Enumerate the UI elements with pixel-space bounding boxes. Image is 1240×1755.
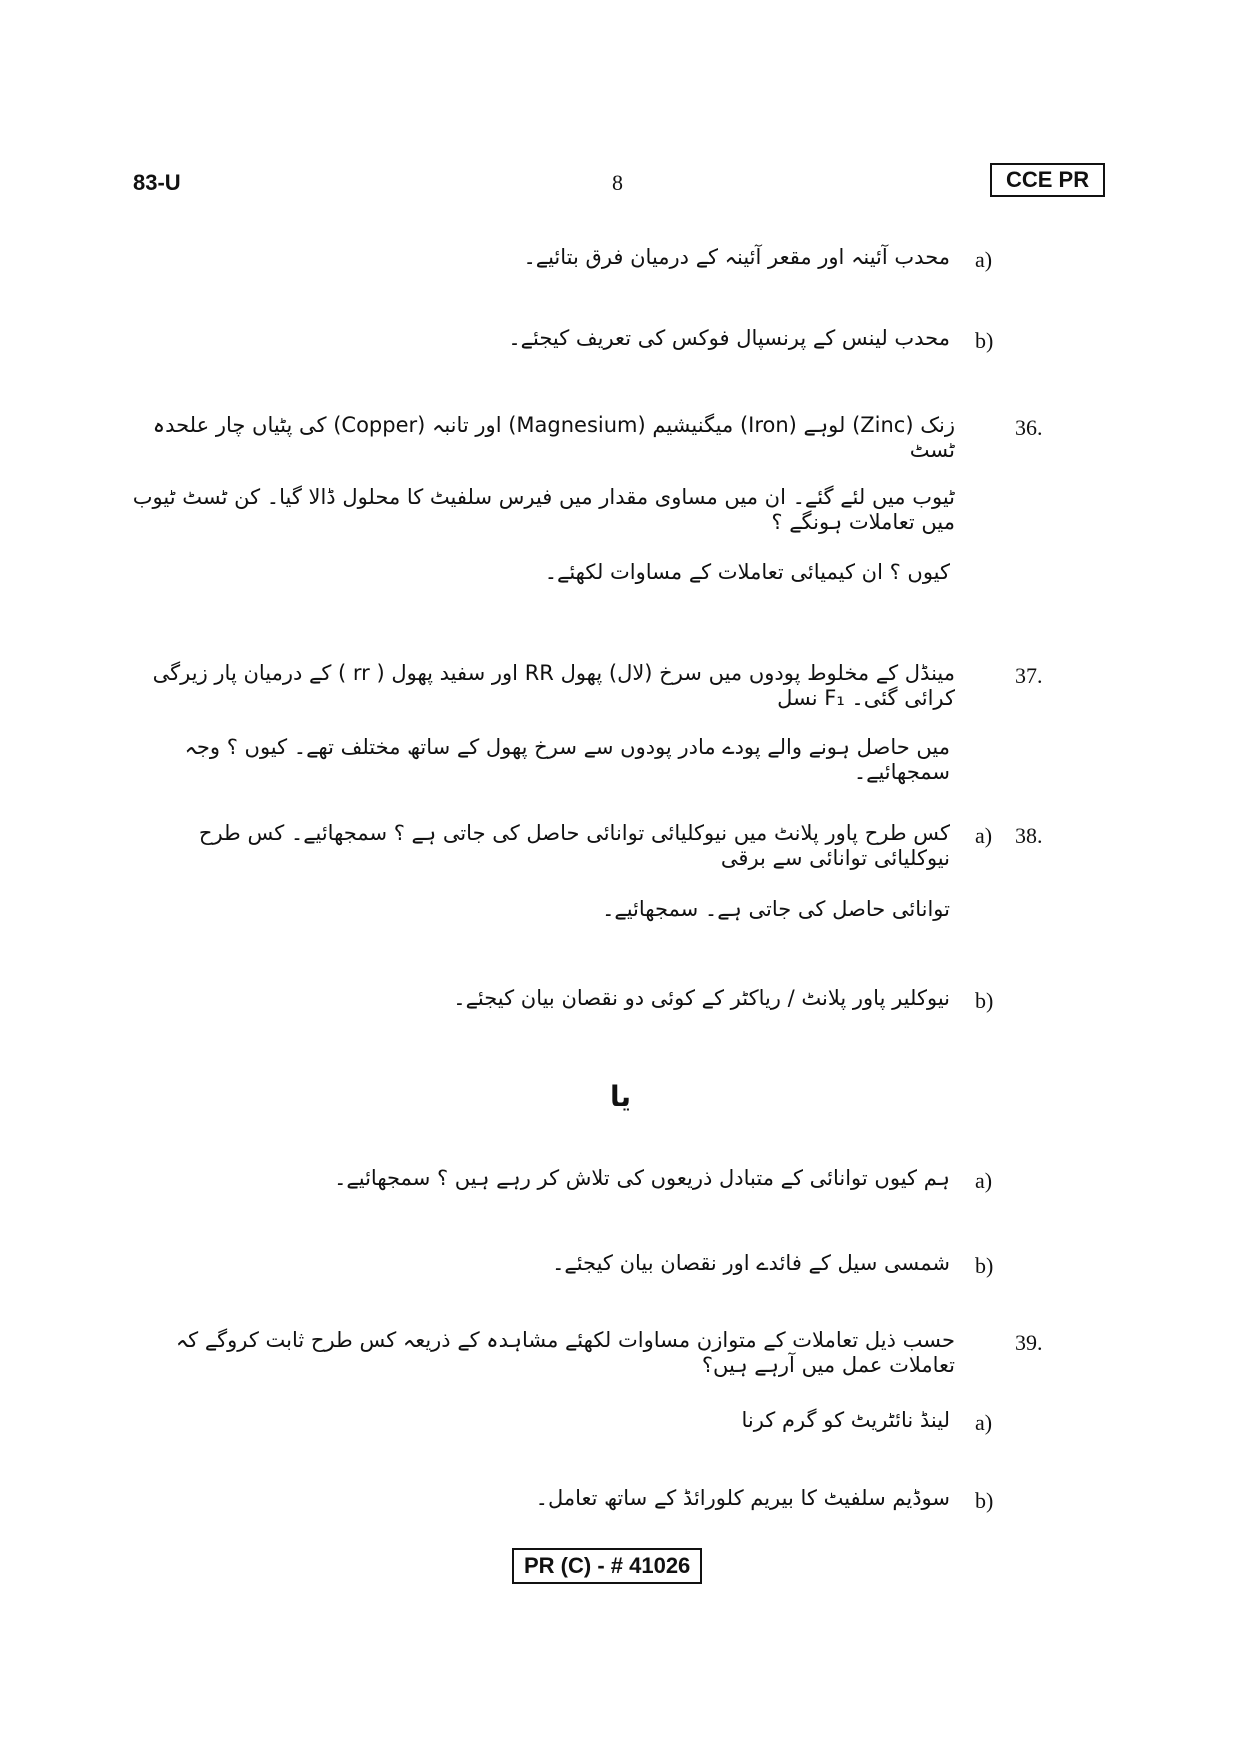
q38-a-line-2: توانائی حاصل کی جاتی ہے۔ سمجھائیے۔ bbox=[602, 897, 950, 921]
footer-code-box: PR (C) - # 41026 bbox=[512, 1548, 702, 1584]
sub-label-a: a) bbox=[975, 1168, 993, 1193]
q38-alt-a-text: ہم کیوں توانائی کے متبادل ذریعوں کی تلاش کر رہے ہیں ؟ سمجھائیے۔ bbox=[334, 1166, 950, 1190]
question-number-37: 37. bbox=[1015, 663, 1043, 688]
q35-a-text: محدب آئینہ اور مقعر آئینہ کے درمیان فرق بتائیے۔ bbox=[523, 245, 950, 269]
sub-label-a: a) bbox=[975, 247, 993, 272]
sub-label-b: b) bbox=[975, 328, 994, 353]
sub-label-a: a) bbox=[975, 1410, 993, 1435]
q36-line-2: ٹیوب میں لئے گئے۔ ان میں مساوی مقدار میں فیرس سلفیٹ کا محلول ڈالا گیا۔ کن ٹسٹ ٹیوب میں تعاملات ہونگے ؟ bbox=[132, 485, 955, 535]
paper-code: 83-U bbox=[133, 170, 181, 195]
q35-b-text: محدب لینس کے پرنسپال فوکس کی تعریف کیجئے۔ bbox=[508, 326, 950, 350]
sub-label-b: b) bbox=[975, 1488, 994, 1513]
q39-b-text: سوڈیم سلفیٹ کا بیریم کلورائڈ کے ساتھ تعامل۔ bbox=[535, 1486, 950, 1510]
page-number: 8 bbox=[612, 170, 623, 195]
q36-line-3: کیوں ؟ ان کیمیائی تعاملات کے مساوات لکھئے۔ bbox=[544, 560, 950, 584]
question-number-36: 36. bbox=[1015, 415, 1043, 440]
q39-a-text: لینڈ نائٹریٹ کو گرم کرنا bbox=[741, 1408, 950, 1432]
q38-a-line-1: کس طرح پاور پلانٹ میں نیوکلیائی توانائی حاصل کی جاتی ہے ؟ سمجھائیے۔ کس طرح نیوکلیائی توانائی سے برقی bbox=[198, 821, 950, 871]
sub-label-b: b) bbox=[975, 988, 994, 1013]
sub-label-a: a) bbox=[975, 823, 993, 848]
or-separator: یا bbox=[610, 1080, 632, 1113]
q37-line-2: میں حاصل ہونے والے پودے مادر پودوں سے سرخ پھول کے ساتھ مختلف تھے۔ کیوں ؟ وجہ سمجھائیے۔ bbox=[184, 735, 950, 785]
q36-line-1: زنک (Zinc) لوہے (Iron) میگنیشیم (Magnesium) اور تانبہ (Copper) کی پٹیاں چار علحدہ ٹسٹ bbox=[152, 413, 955, 463]
sub-label-b: b) bbox=[975, 1253, 994, 1278]
question-number-39: 39. bbox=[1015, 1330, 1043, 1355]
q38-alt-b-text: شمسی سیل کے فائدے اور نقصان بیان کیجئے۔ bbox=[552, 1251, 950, 1275]
paper-series-box: CCE PR bbox=[990, 163, 1105, 197]
q39-line-1: حسب ذیل تعاملات کے متوازن مساوات لکھئے مشاہدہ کے ذریعہ کس طرح ثابت کروگے کہ تعاملات عمل میں آرہے ہیں؟ bbox=[175, 1328, 955, 1378]
q37-line-1: مینڈل کے مخلوط پودوں میں سرخ (لال) پھول RR اور سفید پھول ( rr ) کے درمیان پار زیرگی کرائی گئی۔ F₁ نسل bbox=[152, 661, 955, 711]
question-number-38: 38. bbox=[1015, 823, 1043, 848]
q38-b-text: نیوکلیر پاور پلانٹ / ریاکٹر کے کوئی دو نقصان بیان کیجئے۔ bbox=[453, 986, 950, 1010]
